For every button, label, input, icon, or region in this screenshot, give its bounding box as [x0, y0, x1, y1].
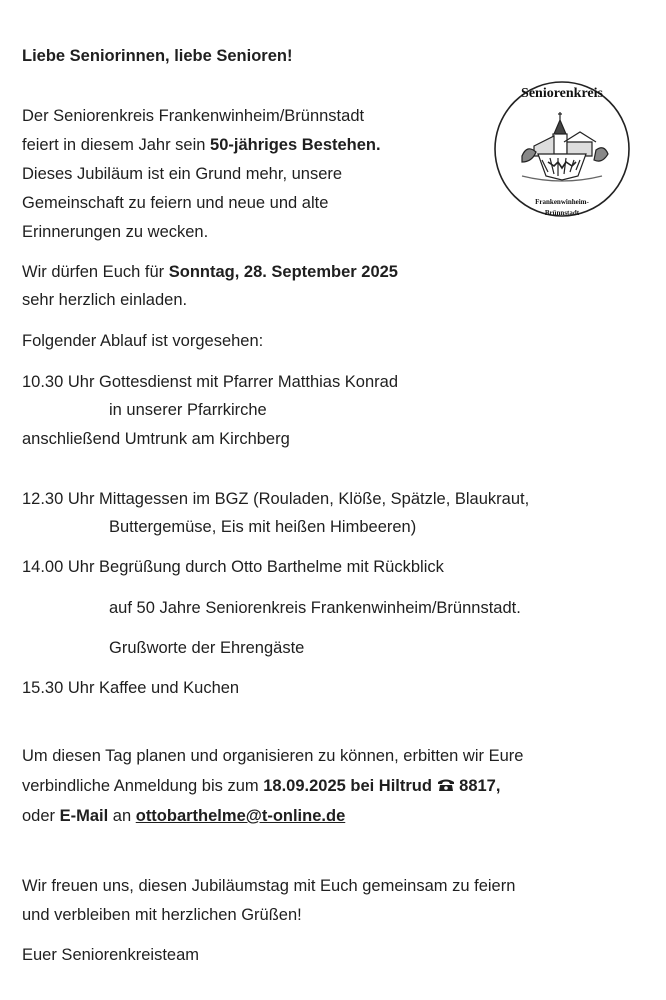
closing-line-2: und verbleiben mit herzlichen Grüßen! — [22, 906, 302, 924]
intro-line-5: Erinnerungen zu wecken. — [22, 223, 209, 241]
invite-line-1: Wir dürfen Euch für Sonntag, 28. September 2025 — [22, 263, 398, 281]
telephone-icon — [437, 778, 455, 792]
intro-line-2: feiert in diesem Jahr sein 50-jähriges Bestehen. — [22, 136, 381, 154]
schedule-item-1530: 15.30 Uhr Kaffee und Kuchen — [22, 679, 240, 697]
schedule-item-1030: 10.30 Uhr Gottesdienst mit Pfarrer Matthias Konrad — [22, 373, 399, 391]
logo-subtitle-1: Frankenwinheim- — [535, 198, 589, 206]
seniorenkreis-logo — [492, 64, 632, 234]
schedule-item-1400-detail: auf 50 Jahre Seniorenkreis Frankenwinheim/Brünnstadt. — [109, 599, 521, 617]
email-label: E-Mail — [59, 807, 109, 825]
schedule-item-1400-greetings: Grußworte der Ehrengäste — [109, 639, 305, 657]
phone-number: 8817, — [459, 777, 501, 795]
greeting: Liebe Seniorinnen, liebe Senioren! — [22, 47, 293, 65]
logo-subtitle-2: Brünnstadt — [544, 209, 580, 217]
signature: Euer Seniorenkreisteam — [22, 946, 200, 964]
event-date: Sonntag, 28. September 2025 — [168, 263, 398, 281]
schedule-item-1230-detail: Buttergemüse, Eis mit heißen Himbeeren) — [109, 518, 417, 536]
schedule-intro: Folgender Ablauf ist vorgesehen: — [22, 332, 264, 350]
schedule-item-1400: 14.00 Uhr Begrüßung durch Otto Barthelme mit Rückblick — [22, 558, 444, 576]
registration-line-1: Um diesen Tag planen und organisieren zu können, erbitten wir Eure — [22, 747, 524, 765]
svg-text:Seniorenkreis: Seniorenkreis — [521, 86, 603, 101]
closing-line-1: Wir freuen uns, diesen Jubiläumstag mit Euch gemeinsam zu feiern — [22, 877, 516, 895]
anniversary-highlight: 50-jähriges Bestehen. — [210, 136, 381, 154]
schedule-item-1230: 12.30 Uhr Mittagessen im BGZ (Rouladen, Klöße, Spätzle, Blaukraut, — [22, 490, 530, 508]
intro-line-3: Dieses Jubiläum ist ein Grund mehr, unsere — [22, 165, 343, 183]
email-link[interactable]: ottobarthelme@t-online.de — [135, 807, 346, 825]
registration-line-3: oder E-Mail an ottobarthelme@t-online.de — [22, 807, 346, 825]
intro-line-1: Der Seniorenkreis Frankenwinheim/Brünnstadt — [22, 107, 365, 125]
registration-deadline: 18.09.2025 bei Hiltrud — [263, 777, 432, 795]
schedule-item-1030-detail: in unserer Pfarrkirche — [109, 401, 267, 419]
registration-line-2: verbindliche Anmeldung bis zum 18.09.2025 bei Hiltrud 8817, — [22, 777, 501, 795]
schedule-item-1030-after: anschließend Umtrunk am Kirchberg — [22, 430, 290, 448]
invite-line-2: sehr herzlich einladen. — [22, 291, 188, 309]
intro-line-4: Gemeinschaft zu feiern und neue und alte — [22, 194, 329, 212]
